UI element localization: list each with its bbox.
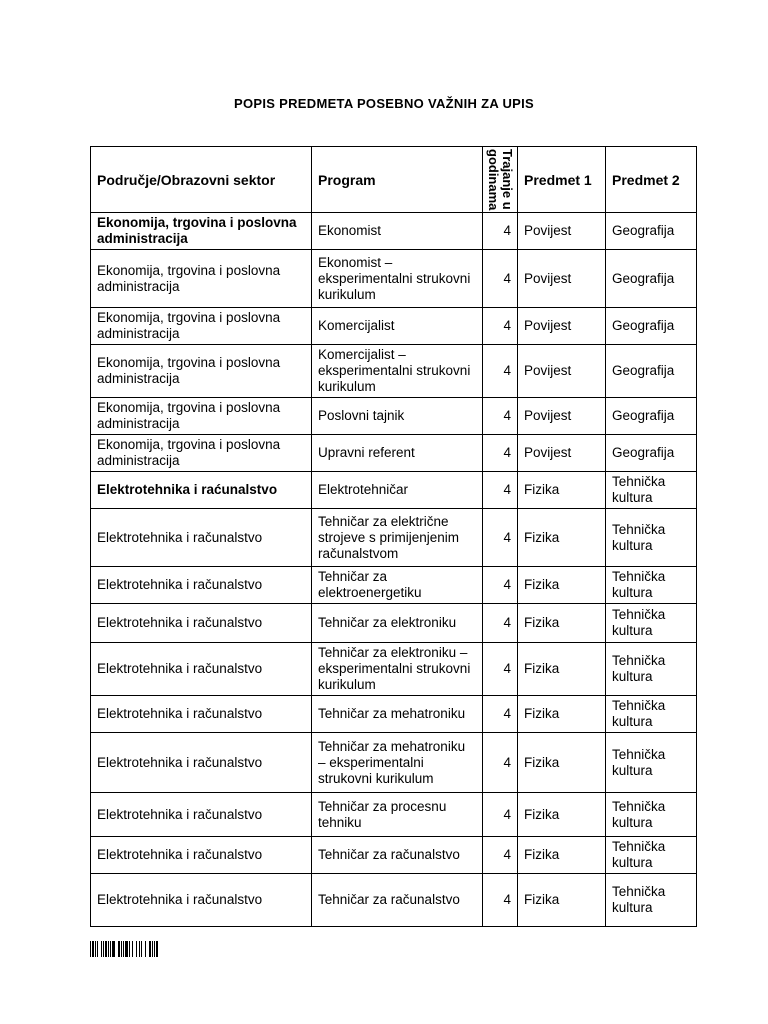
cell-sector: Ekonomija, trgovina i poslovna administracija — [91, 213, 312, 250]
cell-program: Tehničar za električne strojeve s primijenjenim računalstvom — [312, 509, 483, 567]
cell-subject-2: Tehnička kultura — [606, 472, 697, 509]
cell-subject-2: Tehnička kultura — [606, 604, 697, 643]
table-row — [91, 733, 697, 793]
cell-sector: Ekonomija, trgovina i poslovna administracija — [91, 250, 312, 308]
cell-sector: Elektrotehnika i računalstvo — [91, 509, 312, 567]
cell-years: 4 — [483, 435, 518, 472]
cell-program: Elektrotehničar — [312, 472, 483, 509]
cell-years: 4 — [483, 345, 518, 398]
cell-subject-2: Tehnička kultura — [606, 696, 697, 733]
cell-subject-2: Tehnička kultura — [606, 837, 697, 874]
cell-program: Poslovni tajnik — [312, 398, 483, 435]
cell-subject-2: Geografija — [606, 398, 697, 435]
cell-program: Ekonomist — [312, 213, 483, 250]
cell-program: Tehničar za elektroniku – eksperimentalni strukovni kurikulum — [312, 643, 483, 696]
cell-sector: Ekonomija, trgovina i poslovna administracija — [91, 345, 312, 398]
cell-subject-1: Fizika — [518, 509, 606, 567]
cell-years: 4 — [483, 308, 518, 345]
cell-subject-2: Tehnička kultura — [606, 793, 697, 837]
cell-subject-2: Tehnička kultura — [606, 567, 697, 604]
cell-subject-1: Povijest — [518, 250, 606, 308]
cell-subject-1: Fizika — [518, 793, 606, 837]
cell-sector: Ekonomija, trgovina i poslovna administracija — [91, 308, 312, 345]
cell-years: 4 — [483, 643, 518, 696]
subjects-table — [90, 146, 697, 927]
table-row — [91, 509, 697, 567]
cell-years: 4 — [483, 837, 518, 874]
header-subject-2: Predmet 2 — [606, 147, 697, 213]
cell-sector: Elektrotehnika i računalstvo — [91, 604, 312, 643]
cell-subject-1: Fizika — [518, 643, 606, 696]
cell-subject-2: Geografija — [606, 308, 697, 345]
cell-subject-1: Povijest — [518, 213, 606, 250]
table-row — [91, 696, 697, 733]
cell-years: 4 — [483, 874, 518, 927]
cell-subject-1: Povijest — [518, 435, 606, 472]
header-program: Program — [312, 147, 483, 213]
header-duration-label: Trajanje u godinama — [486, 148, 515, 211]
cell-years: 4 — [483, 398, 518, 435]
table-row — [91, 250, 697, 308]
table-row — [91, 398, 697, 435]
table-row — [91, 213, 697, 250]
table-row — [91, 643, 697, 696]
cell-subject-1: Fizika — [518, 696, 606, 733]
cell-years: 4 — [483, 733, 518, 793]
cell-sector: Elektrotehnika i računalstvo — [91, 837, 312, 874]
header-sector: Područje/Obrazovni sektor — [91, 147, 312, 213]
cell-subject-2: Geografija — [606, 213, 697, 250]
cell-program: Tehničar za mehatroniku — [312, 696, 483, 733]
table-row — [91, 435, 697, 472]
cell-program: Tehničar za elektroenergetiku — [312, 567, 483, 604]
cell-subject-1: Fizika — [518, 567, 606, 604]
cell-years: 4 — [483, 696, 518, 733]
cell-years: 4 — [483, 567, 518, 604]
cell-subject-1: Fizika — [518, 472, 606, 509]
cell-subject-1: Fizika — [518, 604, 606, 643]
cell-subject-1: Fizika — [518, 874, 606, 927]
table-row — [91, 793, 697, 837]
table-row — [91, 345, 697, 398]
cell-sector: Elektrotehnika i računalstvo — [91, 793, 312, 837]
cell-sector: Elektrotehnika i računalstvo — [91, 643, 312, 696]
cell-program: Tehničar za procesnu tehniku — [312, 793, 483, 837]
cell-sector: Elektrotehnika i računalstvo — [91, 733, 312, 793]
cell-subject-2: Geografija — [606, 435, 697, 472]
cell-years: 4 — [483, 250, 518, 308]
table-row — [91, 874, 697, 927]
table-row — [91, 308, 697, 345]
cell-sector: Elektrotehnika i računalstvo — [91, 874, 312, 927]
cell-program: Komercijalist – eksperimentalni strukovni kurikulum — [312, 345, 483, 398]
table-row — [91, 837, 697, 874]
barcode — [90, 941, 212, 957]
cell-sector: Elektrotehnika i raćunalstvo — [91, 472, 312, 509]
cell-program: Tehničar za elektroniku — [312, 604, 483, 643]
cell-sector: Ekonomija, trgovina i poslovna administracija — [91, 398, 312, 435]
cell-subject-2: Geografija — [606, 345, 697, 398]
cell-subject-1: Povijest — [518, 345, 606, 398]
cell-sector: Elektrotehnika i računalstvo — [91, 696, 312, 733]
cell-subject-2: Tehnička kultura — [606, 874, 697, 927]
cell-subject-2: Tehnička kultura — [606, 733, 697, 793]
cell-years: 4 — [483, 604, 518, 643]
cell-years: 4 — [483, 509, 518, 567]
table-header-row — [91, 147, 697, 213]
header-duration — [483, 147, 518, 213]
document-title: POPIS PREDMETA POSEBNO VAŽNIH ZA UPIS — [233, 96, 535, 111]
cell-program: Tehničar za mehatroniku – eksperimentalni strukovni kurikulum — [312, 733, 483, 793]
cell-program: Upravni referent — [312, 435, 483, 472]
cell-program: Komercijalist — [312, 308, 483, 345]
cell-subject-1: Povijest — [518, 398, 606, 435]
table-row — [91, 567, 697, 604]
cell-subject-1: Fizika — [518, 733, 606, 793]
cell-program: Tehničar za računalstvo — [312, 837, 483, 874]
cell-years: 4 — [483, 213, 518, 250]
table-row — [91, 604, 697, 643]
cell-years: 4 — [483, 793, 518, 837]
header-subject-1: Predmet 1 — [518, 147, 606, 213]
cell-sector: Ekonomija, trgovina i poslovna administracija — [91, 435, 312, 472]
cell-subject-2: Geografija — [606, 250, 697, 308]
cell-program: Ekonomist – eksperimentalni strukovni kurikulum — [312, 250, 483, 308]
cell-sector: Elektrotehnika i računalstvo — [91, 567, 312, 604]
cell-subject-1: Povijest — [518, 308, 606, 345]
cell-subject-1: Fizika — [518, 837, 606, 874]
table-body — [91, 213, 697, 927]
table-row — [91, 472, 697, 509]
cell-subject-2: Tehnička kultura — [606, 643, 697, 696]
cell-subject-2: Tehnička kultura — [606, 509, 697, 567]
cell-program: Tehničar za računalstvo — [312, 874, 483, 927]
cell-years: 4 — [483, 472, 518, 509]
